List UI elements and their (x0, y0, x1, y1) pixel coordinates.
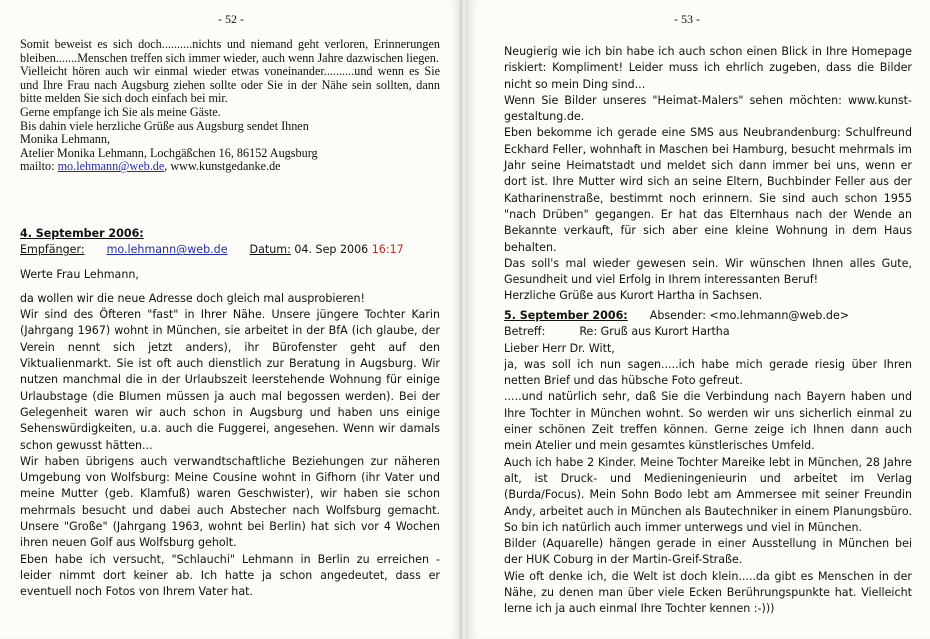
entry-date-heading: 4. September 2006: (20, 227, 144, 240)
email-header-line (504, 308, 912, 324)
date-label: Datum: (249, 243, 291, 257)
paragraph: Herzliche Grüße aus Kurort Hartha in Sachsen. (504, 289, 763, 303)
paragraph: Wie oft denke ich, die Welt ist doch klein.....da gibt es Menschen in der Nähe, zu denen man über viele Ecken Berührungspunkte hat. Vielleicht lerne ich ja auch einmal Ihre Tochter kennen :-))) (504, 569, 912, 616)
paragraph: Eben bekomme ich gerade eine SMS aus Neubrandenburg: Schulfreund Eckhard Feller, wohnhaft in Maschen bei Hamburg, besucht mehrmals im Jahr seine Heimatstadt und meldet sich dann immer bei uns, wenn er dort ist. Ihre Mutter wird sich an seine Eltern, Buchbinder Feller aus der Katharinenstraße, bestimmt noch erinnern. Sie sind auch schon 1955 "nach Drüben" gegangen. Er hat das Elternhaus nach der Wende an Bekannte verkauft, für sich aber eine kleine Wohnung in dem Haus behalten. (504, 126, 912, 254)
paragraph: Eben habe ich versucht, "Schlauchi" Lehmann in Berlin zu erreichen - leider nimmt dort keiner ab. Ich hatte ja schon angedeutet, dass er eventuell noch Fotos von Ihrem Vater hat. (20, 552, 440, 599)
paragraph: ja, was soll ich nun sagen.....ich habe mich gerade riesig über Ihren netten Brief und das hübsche Foto gefreut. (504, 357, 912, 388)
paragraph: Wir haben übrigens auch verwandtschaftliche Beziehungen zur näheren Umgebung von Wolfsburg: Meine Cousine wohnt in Gifhorn (ihr Vater und meine Mutter (geb. Klamfuß) waren Geschwister), wir haben sie schon mehrmals besucht und dabei auch Abstecher nach Wolfsburg gemacht. Unsere "Große" (Jahrgang 1963, wohnt bei Berlin) hat sich vor 4 Wochen ihren neuen Golf aus Wolfsburg geholt. (20, 454, 440, 550)
right-page (466, 0, 930, 639)
website-text: , www.kunstgedanke.de (164, 159, 281, 174)
page-number: - 52 - (218, 12, 244, 26)
email-header-line (20, 242, 440, 258)
closing-line: Vielleicht hören auch wir einmal wieder etwas voneinander..........und wenn es Sie und Ihre Frau nach Augsburg ziehen sollte oder Sie in der Nähe sein sollten, dann bitte melden Sie sich doch einfach bei mir. (20, 64, 440, 106)
entry-date-heading: 5. September 2006: (504, 309, 628, 322)
paragraph: .....und natürlich sehr, daß Sie die Verbindung nach Bayern haben und Ihre Tochter in München wohnt. So werden wir uns sicherlich einmal zu einer schönen Zeit treffen können. Gerne zeige ich Ihnen dann auch mein Atelier und mein gesamtes künstlerisches Umfeld. (504, 390, 912, 453)
closing-line: Monika Lehmann, (20, 132, 111, 147)
recipient-label: Empfänger: (20, 243, 85, 257)
paragraph: da wollen wir die neue Adresse doch gleich mal ausprobieren! (20, 291, 365, 305)
sender-label: Absender: (649, 309, 706, 322)
closing-section (20, 38, 440, 174)
mailto-prefix: mailto: (20, 159, 58, 174)
mailto-link[interactable]: mo.lehmann@web.de (57, 159, 165, 174)
paragraph: Bilder (Aquarelle) hängen gerade in einer Ausstellung in München bei der HUK Coburg in der Martin-Greif-Straße. (504, 537, 912, 567)
email-entry (504, 308, 912, 618)
continuation-section (504, 44, 912, 305)
closing-line: Bis dahin viele herzliche Grüße aus Augsburg sendet Ihnen (20, 118, 309, 133)
time-value: 16:17 (371, 243, 404, 257)
subject-value: Re: Gruß aus Kurort Hartha (579, 325, 730, 339)
subject-line (504, 324, 912, 340)
closing-line: Somit beweist es sich doch..........nichts und niemand geht verloren, Erinnerungen bleiben.......Menschen treffen sich immer wieder, auch wenn Jahre dazwischen liegen. (20, 37, 440, 65)
sender-email: <mo.lehmann@web.de> (709, 309, 850, 322)
paragraph: Wir sind des Öfteren "fast" in Ihrer Nähe. Unsere jüngere Tochter Karin (Jahrgang 1967) wohnt in München, sie arbeitet in der BfA (ich glaube, der Verein nennt sich jetzt anders), ihr Bürofenster geht auf den Viktualienmarkt. Sie ist oft auch dienstlich zur Beratung in Augsburg. Wir nutzen manchmal die in der Urlaubszeit leerstehende Wohnung für einige Urlaubstage (die Blumen müssen ja auch mal begossen werden). Bei der Gelegenheit waren wir auch schon in Augsburg und haben uns einige Sehenswürdigkeiten, u.a. auch die Fuggerei, angesehen. Wenn wir damals schon gewusst hätten... (20, 308, 440, 452)
salutation: Lieber Herr Dr. Witt, (504, 341, 615, 355)
mailto-line (20, 160, 440, 174)
paragraph: Das soll's mal wieder gewesen sein. Wir wünschen Ihnen alles Gute, Gesundheit und viel Erfolg in Ihrem interessanten Beruf! (504, 256, 912, 287)
email-entry (20, 226, 440, 601)
date-value: 04. Sep 2006 (294, 243, 369, 257)
page-number: - 53 - (674, 12, 700, 26)
salutation: Werte Frau Lehmann, (20, 267, 139, 281)
paragraph: Wenn Sie Bilder unseres "Heimat-Malers" sehen möchten: www.kunst-gestaltung.de. (504, 93, 912, 124)
left-page (0, 0, 462, 639)
closing-line: Atelier Monika Lehmann, Lochgäßchen 16, 86152 Augsburg (20, 145, 318, 160)
subject-label: Betreff: (504, 325, 546, 339)
closing-line: Gerne empfange ich Sie als meine Gäste. (20, 104, 221, 119)
recipient-email-link[interactable]: mo.lehmann@web.de (106, 243, 228, 257)
paragraph: Neugierig wie ich bin habe ich auch schon einen Blick in Ihre Homepage riskiert: Kompliment! Leider muss ich ehrlich zugeben, dass die Bilder nicht so mein Ding sind... (504, 45, 912, 91)
paragraph: Auch ich habe 2 Kinder. Meine Tochter Mareike lebt in München, 28 Jahre alt, ist Druck- und Medieningenieurin und arbeitet im Verlag (Burda/Focus). Mein Sohn Bodo lebt am Ammersee mit seiner Freundin Andy, arbeitet auch in München als Bautechniker in einem Planungsbüro. So bin ich natürlich auch immer unterwegs und viel in München. (504, 455, 912, 534)
